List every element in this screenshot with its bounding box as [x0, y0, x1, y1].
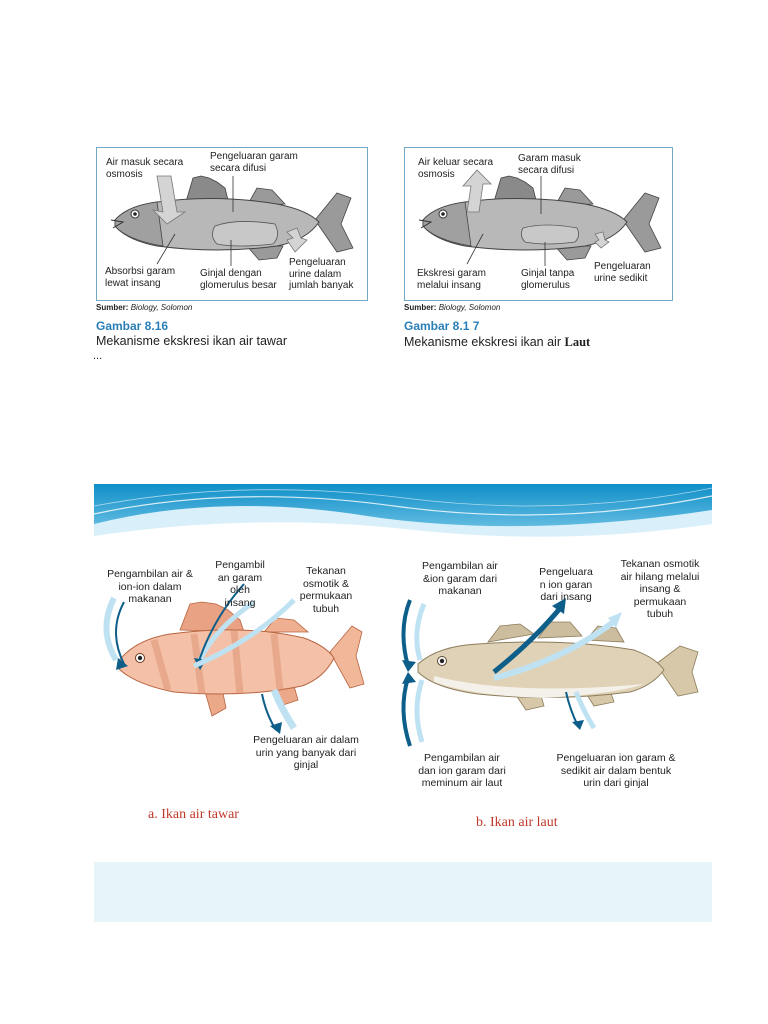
fw-salt-gill-3: oleh	[230, 584, 250, 596]
fw-osmotic-2: osmotik &	[302, 577, 350, 590]
fw-urine-1: Pengeluaran air dalam	[253, 734, 359, 746]
fw-bottom-label-intake	[98, 568, 202, 606]
sw-osmotic-4: permukaan	[633, 595, 687, 608]
fw-urine-2: urin yang banyak dari	[255, 746, 357, 759]
fw-label-kidney	[200, 268, 277, 291]
fw-urine-3: ginjal	[293, 759, 319, 771]
fw-label-kidney-2: glomerulus besar	[200, 279, 277, 291]
sw-bottom-title: b. Ikan air laut	[476, 815, 558, 830]
sw-bottom-label-salt-gill	[532, 566, 600, 604]
sw-label-salt-in-2: secara difusi	[518, 164, 575, 176]
sw-urine-1: Pengeluaran ion garam &	[556, 752, 676, 764]
fw-label-salt-absorb-2: lewat insang	[105, 277, 161, 289]
fw-label-urine-3: jumlah banyak	[289, 280, 354, 291]
sw-bottom-label-urine	[544, 752, 688, 790]
sw-label-water-out-2: osmosis	[418, 168, 455, 180]
sw-label-salt-in	[518, 153, 581, 176]
fw-figure-number: Gambar 8.16	[96, 319, 169, 333]
sw-source	[404, 303, 500, 312]
sw-intake-food-3: makanan	[438, 585, 482, 597]
fw-intake-2: ion-ion dalam	[118, 580, 182, 593]
sw-label-water-out	[418, 157, 493, 180]
sw-urine-2: sedikit air dalam bentuk	[560, 764, 672, 777]
sw-label-kidney	[521, 268, 574, 291]
sw-caption-main: Mekanisme ekskresi ikan air	[404, 335, 561, 349]
sw-label-urine	[594, 261, 651, 284]
wave-banner	[94, 484, 712, 550]
sw-label-salt-excrete-1: Ekskresi garam	[417, 268, 486, 279]
fw-label-urine	[289, 257, 353, 292]
sw-label-kidney-2: glomerulus	[521, 279, 570, 291]
fw-intake-1: Pengambilan air &	[107, 568, 193, 580]
sw-label-salt-excrete	[417, 268, 486, 291]
sw-label-salt-in-1: Garam masuk	[518, 153, 581, 164]
sw-salt-gill-1: Pengeluara	[539, 566, 593, 578]
fw-source	[96, 303, 192, 312]
sw-label-kidney-1: Ginjal tanpa	[521, 268, 575, 279]
sw-osmotic-5: tubuh	[646, 608, 674, 620]
fw-bottom-label-osmotic	[286, 565, 366, 615]
sw-osmotic-2: air hilang melalui	[620, 570, 700, 583]
sw-intake-food-1: Pengambilan air	[422, 560, 498, 572]
fw-label-salt-absorb	[105, 266, 175, 289]
fw-label-water-in-1: Air masuk secara	[106, 157, 184, 168]
fw-osmotic-4: tubuh	[312, 602, 340, 615]
sw-osmotic-3: insang &	[639, 583, 681, 595]
fw-label-water-in-2: osmosis	[106, 168, 143, 180]
sw-caption-last: Laut	[564, 335, 591, 349]
sw-source-value: Biology, Solomon	[438, 303, 501, 312]
sw-label-urine-2: urine sedikit	[594, 272, 648, 284]
fw-intake-3: makanan	[128, 593, 172, 605]
fw-caption: Mekanisme ekskresi ikan air tawar	[96, 334, 288, 348]
sw-figure-number: Gambar 8.1 7	[404, 319, 480, 333]
sw-urine-3: urin dari ginjal	[583, 777, 649, 789]
fw-bottom-label-salt-gill	[208, 559, 272, 609]
fw-source-label: Sumber:	[96, 303, 129, 312]
fw-bottom-title: a. Ikan air tawar	[148, 807, 239, 822]
sw-drink-2: dan ion garam dari	[418, 764, 506, 777]
fw-label-urine-1: Pengeluaran	[289, 257, 346, 268]
fw-label-water-in	[106, 157, 183, 180]
fw-salt-gill-1: Pengambil	[215, 559, 265, 571]
sw-drink-1: Pengambilan air	[424, 752, 500, 764]
fw-label-salt-out-1: Pengeluaran garam	[210, 151, 298, 162]
sw-bottom-label-drink	[404, 752, 520, 790]
fw-source-value: Biology, Solomon	[130, 303, 193, 312]
fw-salt-gill-4: insang	[224, 596, 256, 609]
sw-drink-3: meminum air laut	[421, 777, 503, 789]
footer-band	[94, 862, 712, 922]
sw-salt-gill-2: n ion garan	[539, 578, 593, 591]
sw-source-label: Sumber:	[404, 303, 437, 312]
fw-label-salt-absorb-1: Absorbsi garam	[105, 266, 176, 277]
fw-ellipsis: ...	[93, 350, 103, 362]
fw-bottom-label-urine	[242, 734, 370, 772]
sw-bottom-label-osmotic	[608, 558, 712, 621]
fw-osmotic-1: Tekanan	[306, 565, 346, 577]
sw-label-salt-excrete-2: melalui insang	[417, 279, 481, 291]
sw-osmotic-1: Tekanan osmotik	[620, 558, 700, 570]
fw-salt-gill-2: an garam	[217, 571, 263, 584]
fw-label-urine-2: urine dalam	[289, 268, 342, 280]
fw-label-kidney-1: Ginjal dengan	[200, 268, 262, 279]
sw-salt-gill-3: dari insang	[540, 591, 592, 603]
sw-bottom-label-intake-food	[410, 560, 510, 598]
fw-label-salt-out-2: secara difusi	[210, 162, 267, 174]
fw-osmotic-3: permukaan	[299, 590, 353, 602]
sw-label-urine-1: Pengeluaran	[594, 261, 651, 272]
fw-label-salt-out	[210, 151, 298, 174]
sw-intake-food-2: &ion garam dari	[422, 572, 498, 585]
sw-label-water-out-1: Air keluar secara	[418, 157, 494, 168]
sw-caption	[404, 335, 590, 350]
